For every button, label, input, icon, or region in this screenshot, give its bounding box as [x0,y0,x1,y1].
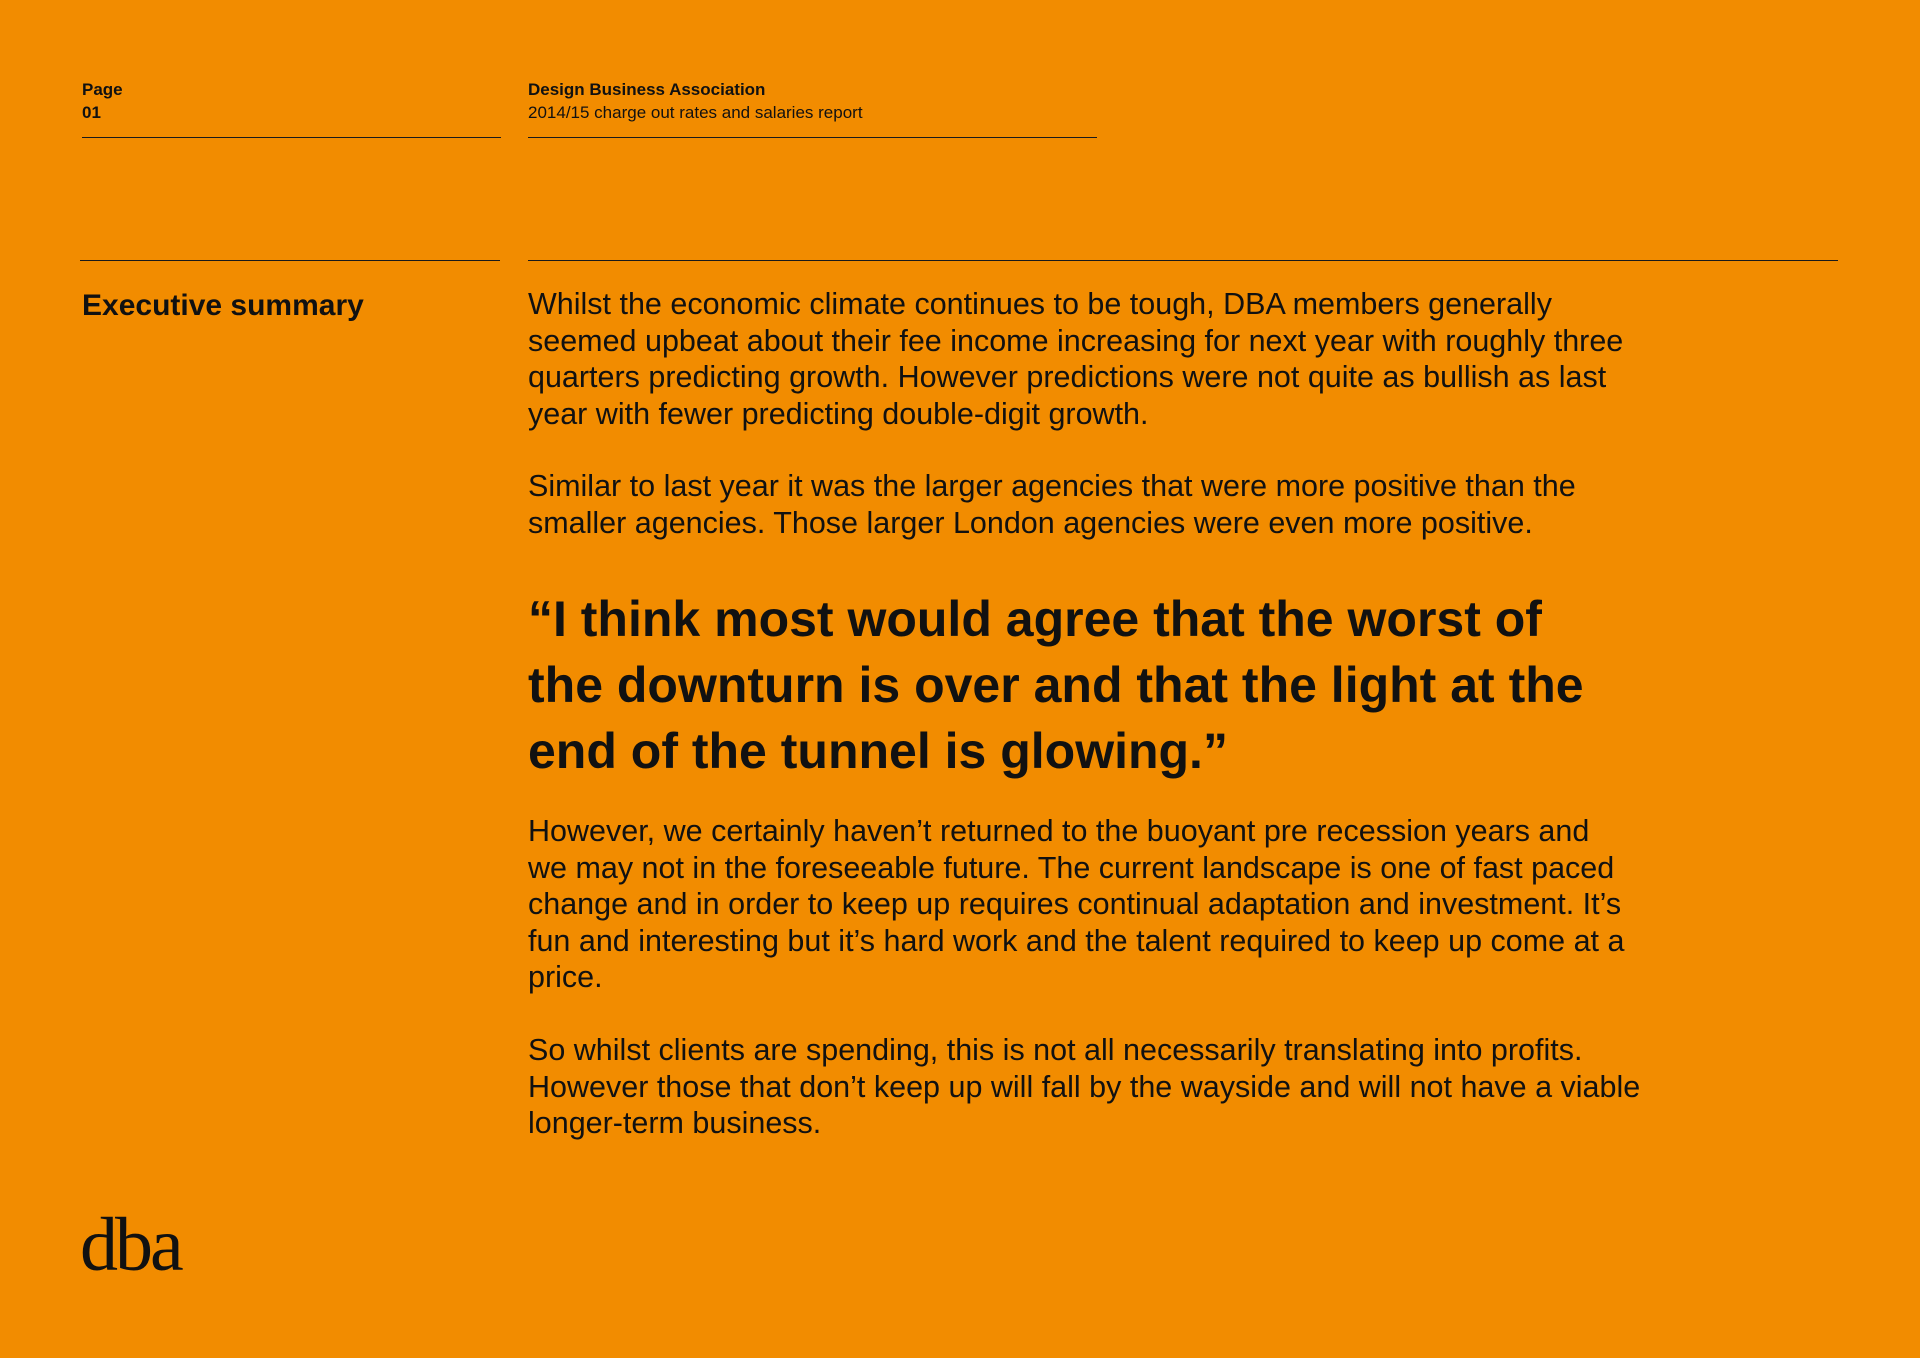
header-divider-left [82,137,501,138]
section-title: Executive summary [82,289,364,322]
body-paragraph: Whilst the economic climate continues to be tough, DBA members generally seemed upbeat about their fee income increasing for next year with roughly three quarters predicting growth. However predictions were not quite as bullish as last year with fewer predicting double-digit growth. [528,287,1624,431]
page-label: Page [82,80,123,99]
report-title: 2014/15 charge out rates and salaries report [528,103,863,122]
report-header [528,78,863,124]
page-indicator [82,78,123,124]
pull-quote: “I think most would agree that the worst of the downturn is over and that the light at the end of the tunnel is glowing.” [528,591,1584,779]
body-paragraph: However, we certainly haven’t returned to the buoyant pre recession years and we may not in the foreseeable future. The current landscape is one of fast paced change and in order to keep up requires continual adaptation and investment. It’s fun and interesting but it’s hard work and the talent required to keep up come at a price. [528,814,1625,995]
body-paragraph: So whilst clients are spending, this is not all necessarily translating into profits. However those that don’t keep up will fall by the wayside and will not have a viable longer-term business. [528,1033,1641,1141]
header-divider-right [528,137,1097,138]
dba-logo: dba [80,1203,181,1287]
body-paragraph: Similar to last year it was the larger agencies that were more positive than the smaller agencies. Those larger London agencies were even more positive. [528,469,1576,540]
organization-name: Design Business Association [528,80,766,99]
section-divider-left [80,260,500,261]
page-number: 01 [82,103,101,122]
section-divider-right [528,260,1838,261]
